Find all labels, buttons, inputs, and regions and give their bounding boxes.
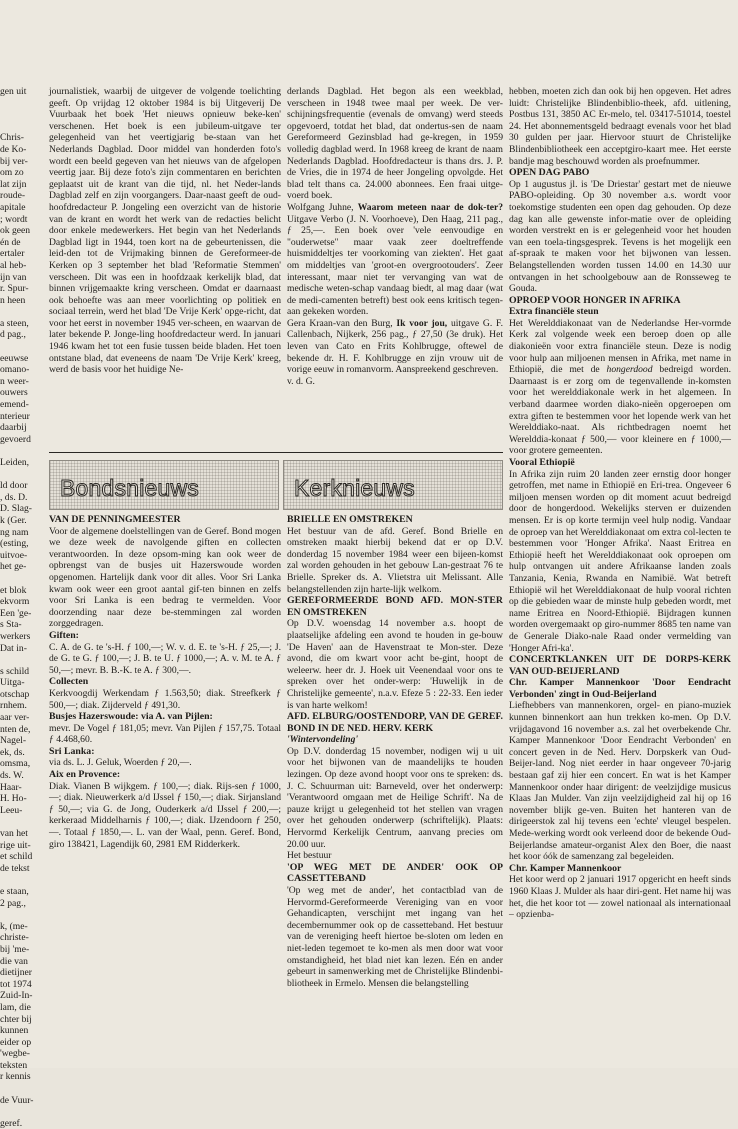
margin-line: , ds. D. <box>0 491 28 503</box>
margin-line: n heen <box>0 294 26 306</box>
section-text: Op D.V. donderdag 15 november, nodigen wij u uit voor het bijwonen van de maandelijks te houden lezingen. Op deze avond hoopt voor ons te spreken: ds. J. C. Schuurman uit: Barneveld, over het onderwerp: 'Verantwoord omgaan met de Heilige Schrift'. Na de pauze krijgt u gelegenheid tot het stellen van vragen over het gehouden onderwerp (schriftelijk). Plaats: Hervormd Kerkelijk Centrum, aanvang precies om 20.00 uur. <box>287 745 503 850</box>
margin-line: ouwers <box>0 387 28 399</box>
margin-line <box>0 341 42 353</box>
margin-line: ; wordt <box>0 213 28 225</box>
section-heading: Aix en Provence: <box>49 769 121 781</box>
margin-line: n weer- <box>0 375 29 387</box>
margin-line <box>0 98 42 110</box>
margin-line <box>0 909 42 921</box>
margin-line: daarbij <box>0 422 27 434</box>
bondsnieuws-column <box>49 514 281 1034</box>
margin-line: gevoerd <box>0 433 31 445</box>
margin-line: otschap <box>0 688 30 700</box>
margin-line <box>0 573 42 585</box>
margin-line: roude- <box>0 190 26 202</box>
section-heading: Collecten <box>49 676 89 688</box>
section-heading: CONCERTKLANKEN UIT DE DORPS-KERK VAN OUD-BEIJERLAND <box>509 654 731 677</box>
section-text: C. A. de G. te 's-H. ƒ 100,—; W. v. d. E. te 's-H. ƒ 25,—; J. de G. te G. ƒ 100,—; J. B. te U. ƒ 1000,—; A. v. M. te A. ƒ 50,—; mevr. B. B.-K. te A. ƒ 300,—. <box>49 641 281 676</box>
margin-line: d pag., <box>0 329 26 341</box>
margin-line: ok geen <box>0 225 31 237</box>
section-heading: Sri Lanka: <box>49 745 95 757</box>
book-review: Wolfgang Juhne, Waarom meteen naar de dok-ter? Uitgave Verbo (J. N. Voorhoeve), Den Haag, 211 pag., ƒ 25,—. Een boek over 'vele eenvoudige en "ouderwetse" maar vaak zeer doeltreffende huismiddeltjes ter voorkoming van ziekten'. Het gaat om middeltjes van 'groot-en overgrootouders'. Zeer interessant, maar niet ter vervanging van wat de medische weten-schap vandaag biedt, al mag daar (wat de medi-camenten betreft) best ook eens kritisch tegen-aan gekeken worden. <box>287 201 504 318</box>
section-text: Het koor werd op 2 januari 1917 opgericht en heeft sinds 1960 Klaas J. Mulder als haar diri-gent. Het name hij was het, die het koor tot — zowel nationaal als internationaal – opzienba- <box>509 874 731 921</box>
margin-line: et blok <box>0 584 27 596</box>
margin-line <box>0 469 42 481</box>
section-subheading: Chr. Kamper Mannenkoor 'Door Eendracht Verbonden' zingt in Oud-Beijerland <box>509 677 731 700</box>
section-text: Voor de algemene doelstellingen van de Geref. Bond mogen we deze week de navolgende giften en collecten verantwoorden. In deze opsom-ming kan ook weer de opbrengst van de busjes uit Hazerswoude worden opgenomen. Hartelijk dank voor dit alles. Voor Sri Lanka kwam ook weer een groot aantal gif-ten binnen en zelfs voor Sri Lanka is een bedrag te vermelden. Voor doorzending naar deze be-stemmingen zal worden zorggedragen. <box>49 525 281 630</box>
section-heading: Giften: <box>49 629 79 641</box>
margin-line: om zo <box>0 167 24 179</box>
book-review: Gera Kraan-van den Burg, Ik voor jou, uitgave G. F. Callenbach, Nijkerk, 256 pag., ƒ 27,50 (3e druk). Het leven van Cato en Frits Kohlbrugge, oftewel de bekende dr. H. F. Kohlbrugge en zijn vrouw uit de vorige eeuw in romanvorm. Aanspreekend geschreven. <box>287 317 503 376</box>
section-text: Het Werelddiakonaat van de Nederlandse Her-vormde Kerk zal volgende week een beroep doen op alle diakonieën voor extra financiële steun. Deze is nodig voor hulp aan miljoenen mensen in Afrika, met name in Ethiopië, die met de hongerdood bedreigd worden. Daarnaast is er zorg om de tegenvallende in-komsten voor het werelddiakonale werk in het algemeen. In verband daarmee worden diako-nieën opgeroepen om extra giften te bestemmen voor het lopende werk van het Werelddiako-naat. Als richtbedragen noemt het Werelddia-konaat ƒ 500,— voor kleinere en ƒ 1000,— voor grotere gemeenten. <box>509 317 731 457</box>
margin-line: al heb- <box>0 259 27 271</box>
signature: v. d. G. <box>287 375 315 387</box>
margin-line: omsma, <box>0 758 31 770</box>
margin-line: christe- <box>0 932 29 944</box>
section-text: Op D.V. woensdag 14 november a.s. hoopt de plaatselijke afdeling een avond te houden in ge-bouw 'De Haven' aan de Havenstraat te Mon-ster. Deze avond, die om kwart voor acht be-gint, hoopt de weleerw. heer dr. J. Hoek uit Veenendaal voor ons te spreken over het onder-werp: 'Huwelijk in de Christelijke gemeente', n.a.v. Efeze 5 : 22-33. Een ieder is van harte welkom! <box>287 618 503 711</box>
margin-line: 'wegbe- <box>0 1048 30 1060</box>
bondsnieuws-banner <box>49 460 279 510</box>
section-text: Op 1 augustus jl. is 'De Driestar' gestart met de nieuwe PABO-opleiding. Op 30 november a.s. wordt voor toekomstige studenten een open dag gehouden. Op deze dag kan alle gewenste infor-matie over de opleiding worden verstrekt en is er gelegenheid voor het houden van een toela-tingsgesprek. Tevens is het mogelijk een af-spraak te maken voor het bijwonen van lessen. Belangstellenden worden tussen 14.00 en 14.30 uur ontvangen in het schoolgebouw aan de Ronsseweg te Gouda. <box>509 178 731 295</box>
kerknieuws-banner <box>283 460 503 510</box>
margin-line: 2 pag., <box>0 897 26 909</box>
section-text: mevr. De Vogel ƒ 181,05; mevr. Van Pijlen ƒ 157,75. Totaal ƒ 4.468,60. <box>49 722 281 746</box>
margin-line: geref. <box>0 1117 23 1129</box>
article-column-3 <box>509 86 731 1066</box>
margin-line: emend- <box>0 399 29 411</box>
banner-title: Bondsnieuws <box>60 475 200 501</box>
section-text: Het bestuur van de afd. Geref. Bond Brielle en omstreken maakt hierbij bekend dat er op D.V. donderdag 15 november 1984 weer een bijeen-komst zal worden gehouden in het gebouw Lan-gestraat 76 te Brielle. Spreker ds. A. Vlietstra uit Melissant. Alle belangstellenden zijn harte-lijk welkom. <box>287 525 503 595</box>
margin-line: ld door <box>0 480 28 492</box>
margin-line: de tekst <box>0 862 30 874</box>
article-text: derlands Dagblad. Het begon als een weekblad, verscheen in 1948 twee maal per week. De ver-schijningsfrequentie (evenals de omvang) werd steeds opgevoerd, totdat het blad, dat ondertus-sen de naam Gereformeerd Gezinsblad had ge-kregen, in 1959 volledig dagblad werd. In 1968 kreeg de krant de naam Nederlands Dagblad. Hoofdredacteur is thans drs. J. P. de Vries, die in 1974 de heer Jongeling opvolgde. Het blad telt thans ca. 24.000 abonnees. Een fraai uitge-voerd boek. <box>287 86 503 202</box>
margin-line <box>0 816 42 828</box>
section-heading: Busjes Hazerswoude: via A. van Pijlen: <box>49 711 213 723</box>
section-subheading: 'Wintervondeling' <box>287 734 359 746</box>
margin-line <box>0 1106 42 1118</box>
section-text: 'Op weg met de ander', het contactblad van de Hervormd-Gereformeerde Vereniging van en voor Gehandicapten, verschijnt met ingang van het decembernummer ook op de cassetteband. Het bestuur van de vereniging heeft hiertoe be-sloten om leden en niet-leden tegemoet te ko-men als men door wat voor omstandigheid, het blad niet kan lezen. Eén en ander gebeurt in samenwerking met de Christelijke Blindenbi-bliotheek in Ermelo. Mensen die belangstelling <box>287 885 503 989</box>
margin-line: ijn van <box>0 271 27 283</box>
margin-line: tot 1974 <box>0 978 32 990</box>
section-subheading: Extra financiële steun <box>509 306 599 318</box>
margin-line: lam, die <box>0 1001 31 1013</box>
margin-line: de Ko- <box>0 143 27 155</box>
margin-line: r kennis <box>0 1071 31 1083</box>
margin-line: D. Slag- <box>0 503 32 515</box>
section-heading: 'OP WEG MET DE ANDER' OOK OP CASSETTEBAND <box>287 861 503 885</box>
margin-line: Dat in- <box>0 642 27 654</box>
section-text: In Afrika zijn ruim 20 landen zeer ernstig door honger getroffen, met name in Ethiopië en Eri-trea. Ongeveer 6 miljoen mensen worden op dit moment acuut bedreigd door de hongerdood. Wekelijks sterven er duizenden mensen. Er is op korte termijn veel hulp nodig. Vandaar de oproep van het Werelddiakonaat om extra col-lecten te bestemmen voor 'Honger Afrika'. Naast Eritrea en Ethiopië heeft het Werelddiakonaat ook oproepen om hulp ontvangen uit andere Afrikaanse landen zoals Tanzania, Kenia, Rwanda en Namibië. Wat betreft Ethiopië wil het Werelddiakonaat de hulp vooral richten op die gebieden waar de minste hulp gebeden wordt, met name Eritrea en Noord-Ethiopië. Bijdragen kunnen worden overgemaakt op giro-nummer 8685 ten name van de Generale Diako-nale Raad onder vermelding van 'Honger Afri-ka'. <box>509 468 731 654</box>
margin-line: gen uit <box>0 86 27 97</box>
section-text: Diak. Vianen B wijkgem. ƒ 100,—; diak. Rijs-sen ƒ 1000,—; diak. Nieuwerkerk a/d IJssel ƒ 150,—; diak. Sirjansland ƒ 50,—; via G. de Jong, Ouderkerk a/d IJssel ƒ 200,—; kerkeraad Middelharnis ƒ 100,—; diak. IJzendoorn ƒ 250,—. Totaal ƒ 1850,—. L. van der Waal, penn. Geref. Bond, giro 138421, Lagendijk 60, 2981 EM Ridderkerk. <box>49 780 281 850</box>
margin-line: kunnen <box>0 1025 29 1037</box>
signature: Het bestuur <box>287 850 332 862</box>
margin-line: Uitga- <box>0 677 25 689</box>
margin-line: bij 'me- <box>0 943 30 955</box>
margin-line <box>0 1083 42 1095</box>
margin-line: die van <box>0 955 28 967</box>
margin-line: (esting, <box>0 538 29 550</box>
margin-line <box>0 874 42 886</box>
margin-line: nten de, <box>0 723 31 735</box>
margin-line <box>0 306 42 318</box>
article-text: journalistiek, waarbij de uitgever de volgende toelichting geeft. Op vrijdag 12 oktober 1984 is bij Uitgeverij De Vuurbaak het boek 'Het nieuws opnieuw beke-ken' verschenen. Het boek is een jubileum-uitgave ter gelegenheid van het veertigjarig be-staan van het Nederlands Dagblad. Door middel van honderden foto's wordt een beeld gegeven van het nieuws van de afgelopen veertig jaar. Bij deze foto's zijn commentaren en berichten geplaatst uit de krant van die tijd, nl. het Neder-lands Dagblad zelf en zijn voorgangers. Daar-naast geeft de oud-hoofdredacteur P. Jongeling een overzicht van de historie van de krant en wordt het werk van de redacties belicht door enkele medewerkers. Het begin van het Nederlands Dagblad ligt in 1944, toen kort na de gebeurtenissen, die leid-den tot de Vrijmaking binnen de Gereformeer-de Kerken op 3 september het blad 'Reformatie Stemmen' verscheen. Dit was een in hoofdzaak kerkelijk blad, dat binnen vrijgemaakte kring verscheen. Omdat er daarnaast ook behoefte was aan meer voorlichting op politiek en sociaal terrein, werd het blad 'De Vrije Kerk' opge-richt, dat voor het eerst in november 1945 ver-scheen, en waarvan de later bekende P. Jonge-ling hoofdredacteur werd. In januari 1946 kwam het tot een fusie tussen beide bladen. Het toen ontstane blad, dat eveneens de naam 'De Vrije Kerk' kreeg, werd de basis voor het huidige Ne- <box>49 86 281 376</box>
margin-line: k (Ger. <box>0 514 27 526</box>
margin-line: ertaler <box>0 248 25 260</box>
article-column-2 <box>287 86 503 448</box>
margin-line: ng nam <box>0 526 29 538</box>
margin-line: Leeu- <box>0 804 23 816</box>
section-heading: AFD. ELBURG/OOSTENDORP, VAN DE GEREF. BOND IN DE NED. HERV. KERK <box>287 711 503 734</box>
section-heading: GEREFORMEERDE BOND AFD. MON-STER EN OMSTREKEN <box>287 595 503 618</box>
section-text: hebben, moeten zich dan ook bij hen opgeven. Het adres luidt: Christelijke Blindenbiblio-theek, afd. uitlening, Postbus 131, 3850 AC Er-melo, tel. 03417-51014, toestel 24. Het abonnementsgeld bedraagt evenals voor het blad 30 gulden per jaar. Hiervoor stuurt de Christelijke Blindenbibliotheek een acceptgiro-kaart mee. Het eerste bandje mag beschouwd worden als proefnummer. <box>509 86 731 167</box>
section-heading: Chr. Kamper Mannenkoor <box>509 862 622 874</box>
margin-line <box>0 109 42 121</box>
margin-line: s schild <box>0 665 30 677</box>
section-divider <box>49 452 503 453</box>
margin-line: et schild <box>0 851 33 863</box>
margin-line: eeuwse <box>0 352 29 364</box>
margin-line: rige uit- <box>0 839 31 851</box>
section-text: Kerkvoogdij Werkendam ƒ 1.563,50; diak. Streefkerk ƒ 500,—; diak. Zijderveld ƒ 491,30. <box>49 687 281 711</box>
margin-line: Zuid-In- <box>0 990 33 1002</box>
section-heading: OPEN DAG PABO <box>509 167 590 179</box>
margin-line: aar ver- <box>0 712 30 724</box>
margin-line: van het <box>0 828 28 839</box>
margin-line: omano- <box>0 364 30 376</box>
margin-line: r. Spur- <box>0 283 29 295</box>
margin-line: uitvoe- <box>0 549 28 561</box>
margin-line: a steen, <box>0 317 29 329</box>
section-heading: OPROEP VOOR HONGER IN AFRIKA <box>509 294 681 306</box>
banner-title: Kerknieuws <box>294 475 415 501</box>
margin-line: ekvorm <box>0 596 30 608</box>
margin-line: Nagel- <box>0 735 27 747</box>
margin-line: ds. W. <box>0 770 24 782</box>
margin-line: chter bij <box>0 1013 32 1025</box>
article-column-1 <box>49 86 281 448</box>
margin-line <box>0 654 42 666</box>
section-text: Liefhebbers van mannenkoren, orgel- en piano-muziek kunnen binnenkort aan hun trekken ko-men. Op D.V. vrijdagavond 16 november a.s. zal het overbekende Chr. Kamper Mannenkoor 'Door Eendracht Verbonden' en concert geven in de Ned. Herv. Dorpskerk van Oud-Beijer-land. Nog niet eerder in haar ongeveer 70-jarig bestaan gaf zij hier een concert. En wat is het Kamper Mannenkoor onder haar dirigent: de veelzijdige musicus Klaas Jan Mulder. Van zijn veelzijdigheid zal hij op 16 november blijk ge-ven. Buiten het hanteren van de dirigeerstok zal hij tevens een 'echte' vleugel bespelen. Mede-werking wordt ook verleend door de bekende Oud-Beijerlandse amateur-organist Alex den Boer, die naast het koor óók de samenzang zal begeleiden. <box>509 700 731 863</box>
margin-line: de Vuur- <box>0 1094 34 1106</box>
margin-line: Chris- <box>0 132 24 144</box>
margin-line: ek, ds. <box>0 746 25 758</box>
margin-line: bij ver- <box>0 155 28 167</box>
section-heading: VAN DE PENNINGMEESTER <box>49 514 181 525</box>
kerknieuws-column <box>287 514 503 1068</box>
margin-line: e staan, <box>0 885 29 897</box>
margin-line: eider op <box>0 1036 32 1048</box>
section-heading: BRIELLE EN OMSTREKEN <box>287 514 413 525</box>
section-heading: Vooral Ethiopië <box>509 457 575 468</box>
margin-line: Haar- <box>0 781 22 793</box>
margin-line: s Sta- <box>0 619 22 631</box>
left-margin-column <box>0 86 42 1129</box>
margin-line: k, (me- <box>0 920 28 932</box>
margin-line: het ge- <box>0 561 27 573</box>
margin-line: Leiden, <box>0 457 30 468</box>
margin-line: apitale <box>0 201 26 213</box>
margin-line: werkers <box>0 630 31 642</box>
margin-line: H. Ho- <box>0 793 27 805</box>
margin-line <box>0 445 42 457</box>
margin-line: dietijner <box>0 967 32 979</box>
margin-line: teksten <box>0 1059 28 1071</box>
margin-line <box>0 121 42 133</box>
margin-line: nterieur <box>0 410 30 422</box>
margin-line: én de <box>0 236 21 248</box>
margin-line: rnhem. <box>0 700 27 712</box>
margin-line: Een 'ge- <box>0 607 32 619</box>
margin-line: lat zijn <box>0 178 27 190</box>
section-text: via ds. L. J. Geluk, Woerden ƒ 20,—. <box>49 757 192 769</box>
